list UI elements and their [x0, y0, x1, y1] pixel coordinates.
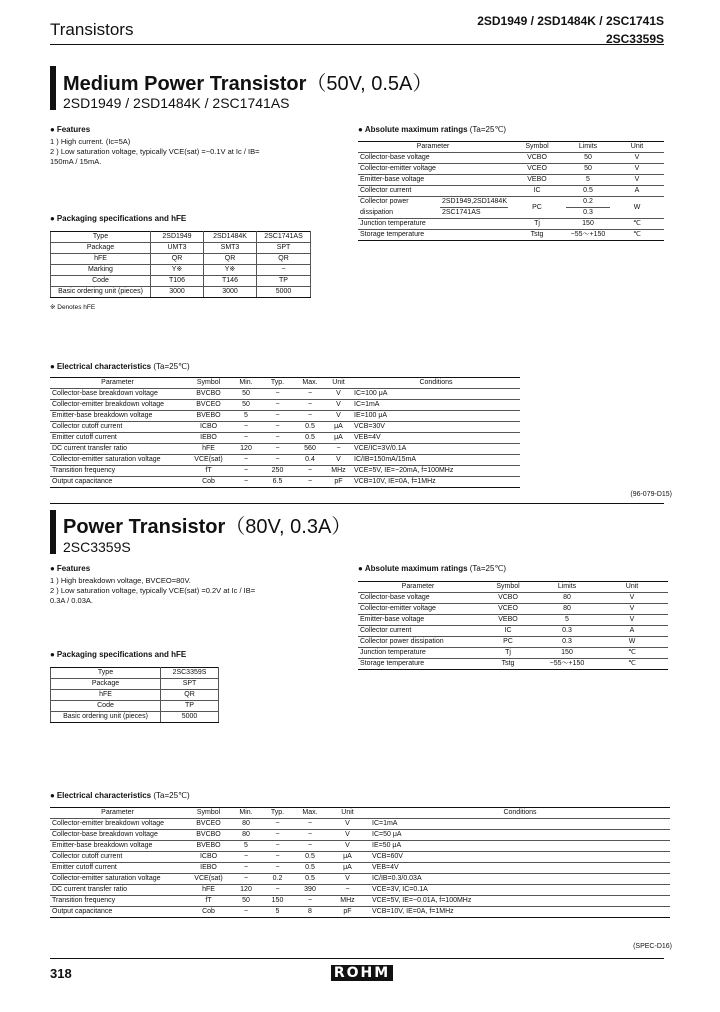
- section1-features-heading: ● Features: [50, 125, 91, 134]
- table-row: Junction temperature Tj 150 ℃: [358, 648, 668, 659]
- table-header: Parameter: [50, 378, 185, 389]
- header-rule: [50, 44, 664, 45]
- section2-packaging-heading: ● Packaging specifications and hFE: [50, 650, 187, 659]
- table-header: Unit: [610, 142, 664, 153]
- section2-abs-table: [358, 581, 668, 670]
- section1-elec-heading: ● Electrical characteristics (Ta=25℃): [50, 362, 190, 371]
- table-row: Output capacitance Cob − 5 8 pF VCB=10V, IE=0A, f=1MHz: [50, 907, 670, 918]
- table-row: Junction temperature Tj 150 ℃: [358, 219, 664, 230]
- section2-abs-heading: ● Absolute maximum ratings (Ta=25℃): [358, 564, 507, 573]
- section1-packaging-table: [50, 231, 311, 298]
- table-header: Limits: [538, 582, 596, 593]
- table-row: Emitter-base breakdown voltage BVEBO 5 − − V IE=50 μA: [50, 841, 670, 852]
- table-row: Basic ordering unit (pieces) 3000 3000 5000: [51, 287, 311, 298]
- document-code: (96-079-D15): [630, 491, 672, 498]
- table-header: 2SD1949: [151, 232, 204, 243]
- feature-line: 1 ) High current. (Ic=5A): [50, 137, 131, 146]
- table-row: DC current transfer ratio hFE 120 − 390 − VCE=3V, IC=0.1A: [50, 885, 670, 896]
- table-header: Symbol: [508, 142, 566, 153]
- table-row: Collector-emitter voltage VCEO 50 V: [358, 164, 664, 175]
- table-row: Collector current IC 0.3 A: [358, 626, 668, 637]
- table-header: Parameter: [358, 582, 478, 593]
- table-header: 2SC3359S: [161, 668, 219, 679]
- section2-elec-heading: ● Electrical characteristics (Ta=25℃): [50, 791, 190, 800]
- table-row: Collector-base voltage VCBO 80 V: [358, 593, 668, 604]
- table-row: Emitter cutoff current IEBO − − 0.5 μA VEB=4V: [50, 863, 670, 874]
- section2-features: [50, 576, 320, 606]
- footer-rule: [50, 958, 664, 959]
- table-header: 2SC1741AS: [257, 232, 311, 243]
- table-row: Collector cutoff current ICBO − − 0.5 μA VCB=30V: [50, 422, 520, 433]
- table-header: Min.: [232, 378, 260, 389]
- table-row: Collector power dissipation PC 0.3 W: [358, 637, 668, 648]
- table-row: hFE QR QR QR: [51, 254, 311, 265]
- table-row: Output capacitance Cob − 6.5 − pF VCB=10V, IE=0A, f=1MHz: [50, 477, 520, 488]
- table-row: hFE QR: [51, 690, 219, 701]
- section1-title-text: Medium Power Transistor: [63, 73, 307, 95]
- rohm-logo: ROHM: [331, 965, 393, 981]
- section1-title-paren: （50V, 0.5A）: [306, 73, 433, 95]
- table-row: Collector-base breakdown voltage BVCBO 80 − − V IC=50 μA: [50, 830, 670, 841]
- table-row: Collector cutoff current ICBO − − 0.5 μA VCB=60V: [50, 852, 670, 863]
- table-row: Collector-base breakdown voltage BVCBO 50 − − V IC=100 μA: [50, 389, 520, 400]
- table-header: Parameter: [50, 808, 185, 819]
- table-row: Collector-emitter breakdown voltage BVCEO 80 − − V IC=1mA: [50, 819, 670, 830]
- page-category: Transistors: [50, 20, 134, 39]
- section1-subtitle: 2SD1949 / 2SD1484K / 2SC1741AS: [63, 95, 290, 111]
- table-row: Emitter-base voltage VEBO 5 V: [358, 615, 668, 626]
- section1-bar: [50, 66, 56, 110]
- table-header: 2SD1484K: [204, 232, 257, 243]
- document-code: (SPEC-D16): [633, 943, 672, 950]
- section1-packaging-heading: ● Packaging specifications and hFE: [50, 214, 187, 223]
- table-row: Code TP: [51, 701, 219, 712]
- section1-title: [63, 67, 432, 96]
- table-header: Symbol: [185, 808, 232, 819]
- table-header: Symbol: [478, 582, 538, 593]
- table-header: Unit: [596, 582, 668, 593]
- section1-elec-table: [50, 377, 520, 488]
- section-rule: [50, 503, 664, 504]
- table-header: Conditions: [352, 378, 520, 389]
- table-header: Unit: [325, 378, 352, 389]
- table-row: Package UMT3 SMT3 SPT: [51, 243, 311, 254]
- table-header: Type: [51, 668, 161, 679]
- table-row: Transition frequency fT 50 150 − MHz VCE=5V, IE=−0.01A, f=100MHz: [50, 896, 670, 907]
- feature-line: 2 ) Low saturation voltage, typically VCE(sat) =−0.1V at Ic / IB=: [50, 147, 260, 156]
- table-row: Collector power 2SD1949,2SD1484K PC 0.2 W: [358, 197, 664, 208]
- table-row: Collector-base voltage VCBO 50 V: [358, 153, 664, 164]
- page-number: 318: [50, 966, 72, 981]
- table-row: Emitter-base breakdown voltage BVEBO 5 − − V IE=100 μA: [50, 411, 520, 422]
- page-models-line2: 2SC3359S: [605, 32, 664, 46]
- section2-title-paren: （80V, 0.3A）: [225, 516, 352, 538]
- table-row: Emitter cutoff current IEBO − − 0.5 μA VEB=4V: [50, 433, 520, 444]
- table-row: Collector-emitter voltage VCEO 80 V: [358, 604, 668, 615]
- section2-bar: [50, 510, 56, 554]
- section2-title-text: Power Transistor: [63, 516, 226, 538]
- section1-features: [50, 137, 320, 167]
- section1-abs-heading: ● Absolute maximum ratings (Ta=25℃): [358, 125, 507, 134]
- table-header: Typ.: [260, 378, 295, 389]
- table-row: DC current transfer ratio hFE 120 − 560 − VCE/IC=3V/0.1A: [50, 444, 520, 455]
- table-row: Marking Y※ Y※ −: [51, 265, 311, 276]
- table-header: Conditions: [370, 808, 670, 819]
- section1-abs-table: [358, 141, 664, 241]
- section2-subtitle: 2SC3359S: [63, 539, 131, 555]
- table-row: Storage temperature Tstg −55〜+150 ℃: [358, 230, 664, 241]
- table-row: Emitter-base voltage VEBO 5 V: [358, 175, 664, 186]
- feature-line: 0.3A / 0.03A.: [50, 596, 93, 605]
- table-row: Basic ordering unit (pieces) 5000: [51, 712, 219, 723]
- section2-elec-table: [50, 807, 670, 918]
- table-row: Collector-emitter breakdown voltage BVCEO 50 − − V IC=1mA: [50, 400, 520, 411]
- table-row: Collector-emitter saturation voltage VCE(sat) − 0.2 0.5 V IC/IB=0.3/0.03A: [50, 874, 670, 885]
- table-header: Type: [51, 232, 151, 243]
- section2-title: [63, 510, 351, 539]
- feature-line: 150mA / 15mA.: [50, 157, 102, 166]
- page-models: [477, 12, 664, 48]
- table-header: Symbol: [185, 378, 232, 389]
- feature-line: 2 ) Low saturation voltage, typically VCE(sat) =0.2V at Ic / IB=: [50, 586, 256, 595]
- table-header: Typ.: [260, 808, 295, 819]
- table-row: Collector current IC 0.5 A: [358, 186, 664, 197]
- table-row: Transition frequency fT − 250 − MHz VCE=5V, IE=−20mA, f=100MHz: [50, 466, 520, 477]
- table-row: Storage temperature Tstg −55〜+150 ℃: [358, 659, 668, 670]
- table-row: dissipation 2SC1741AS 0.3: [358, 208, 664, 219]
- table-row: Package SPT: [51, 679, 219, 690]
- table-header: Limits: [566, 142, 610, 153]
- table-header: Parameter: [358, 142, 508, 153]
- section2-features-heading: ● Features: [50, 564, 91, 573]
- page-models-line1: 2SD1949 / 2SD1484K / 2SC1741S: [477, 14, 664, 28]
- table-header: Min.: [232, 808, 260, 819]
- table-row: Collector-emitter saturation voltage VCE(sat) − − 0.4 V IC/IB=150mA/15mA: [50, 455, 520, 466]
- feature-line: 1 ) High breakdown voltage, BVCEO=80V.: [50, 576, 191, 585]
- table-row: Code T106 T146 TP: [51, 276, 311, 287]
- packaging-note: ※ Denotes hFE: [50, 304, 96, 311]
- table-header: Max.: [295, 808, 325, 819]
- table-header: Unit: [325, 808, 370, 819]
- section2-packaging-table: [50, 667, 219, 723]
- table-header: Max.: [295, 378, 325, 389]
